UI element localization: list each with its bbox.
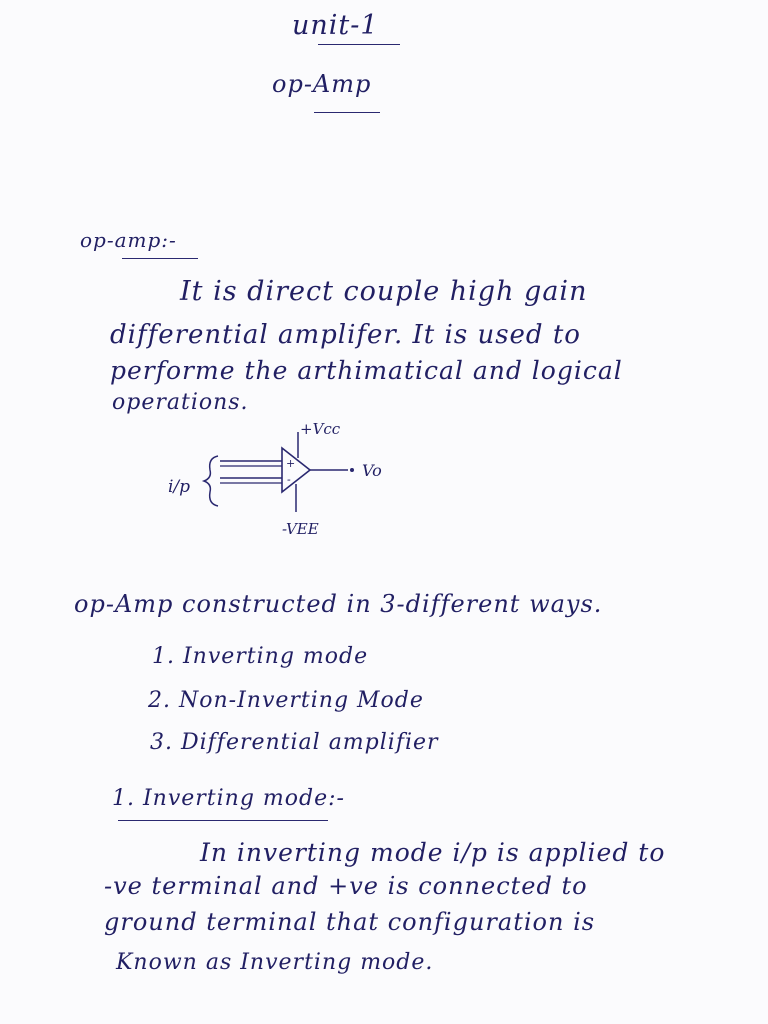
op-amp-symbol-diagram xyxy=(168,418,408,558)
vee-label: -VEE xyxy=(282,520,319,538)
definition-heading-underline xyxy=(122,258,198,259)
minus-terminal-sign: - xyxy=(287,473,291,486)
definition-heading: op-amp:- xyxy=(80,228,177,252)
inverting-heading-underline xyxy=(118,820,328,821)
input-brace xyxy=(204,456,218,506)
output-node xyxy=(350,468,354,472)
output-label: Vo xyxy=(362,461,382,480)
inverting-line-4: Known as Inverting mode. xyxy=(116,950,434,975)
inverting-line-2: -ve terminal and +ve is connected to xyxy=(104,872,588,900)
subject-title: op-Amp xyxy=(272,70,372,98)
definition-line-2: differential amplifer. It is used to xyxy=(110,320,581,350)
inverting-heading: 1. Inverting mode:- xyxy=(112,786,345,811)
subject-title-underline xyxy=(314,112,380,113)
definition-line-4: operations. xyxy=(112,390,249,415)
construction-item-1: 1. Inverting mode xyxy=(152,644,369,669)
construction-intro: op-Amp constructed in 3-different ways. xyxy=(74,590,603,618)
unit-title: unit-1 xyxy=(292,10,379,41)
unit-title-underline xyxy=(318,44,400,45)
construction-item-2: 2. Non-Inverting Mode xyxy=(148,688,424,713)
vcc-label: +Vcc xyxy=(300,420,341,438)
inverting-line-1: In inverting mode i/p is applied to xyxy=(200,838,666,867)
inverting-line-3: ground terminal that configuration is xyxy=(104,908,596,936)
input-label: i/p xyxy=(168,477,191,497)
definition-line-1: It is direct couple high gain xyxy=(180,276,588,307)
plus-terminal-sign: + xyxy=(286,457,296,470)
construction-item-3: 3. Differential amplifier xyxy=(150,730,439,755)
definition-line-3: performe the arthimatical and logical xyxy=(110,356,623,385)
